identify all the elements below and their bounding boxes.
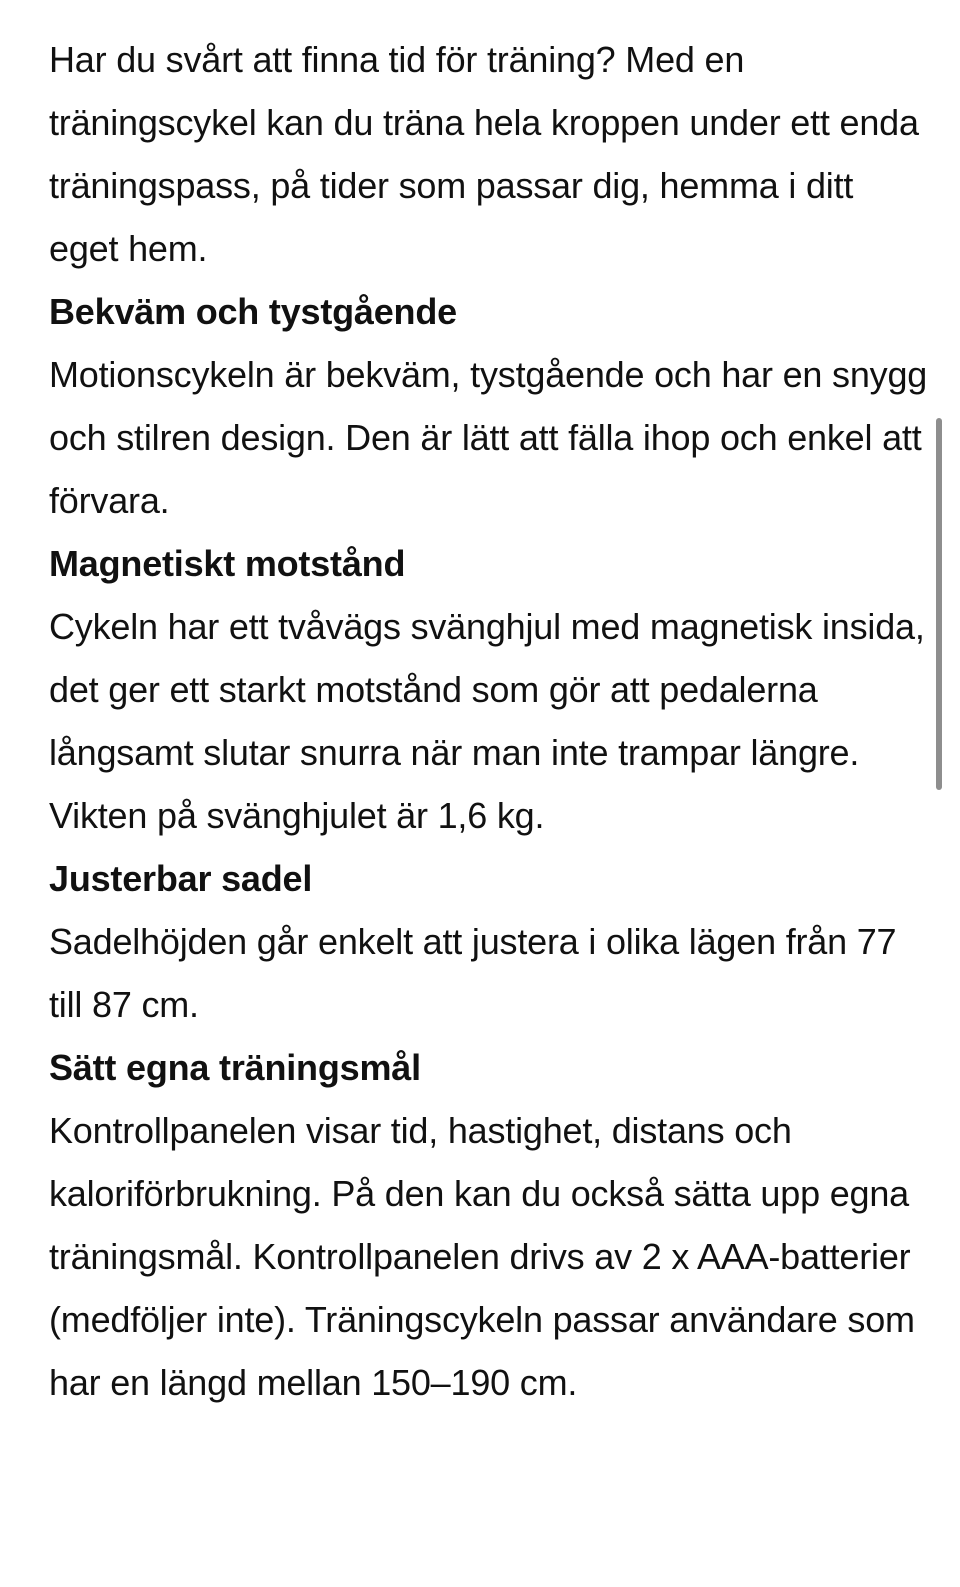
vertical-scrollbar[interactable] [936,418,942,790]
section-heading-resistance: Magnetiskt motstånd [49,543,406,584]
section-text-comfort: Motionscykeln är bekväm, tystgående och har en snygg och stilren design. Den är lätt att fälla ihop och enkel att förvara. [49,354,928,521]
section-heading-comfort: Bekväm och tystgående [49,291,457,332]
section-text-resistance: Cykeln har ett tvåvägs svänghjul med magnetisk insida, det ger ett starkt motstånd som gör att pedalerna långsamt slutar snurra när man inte trampar längre. Vikten på svänghjulet är 1,6 kg. [49,606,925,836]
section-text-saddle: Sadelhöjden går enkelt att justera i olika lägen från 77 till 87 cm. [49,921,897,1025]
product-description [49,28,929,1414]
intro-paragraph: Har du svårt att finna tid för träning? Med en träningscykel kan du träna hela kroppen under ett enda träningspass, på tider som passar dig, hemma i ditt eget hem. [49,39,919,269]
section-heading-saddle: Justerbar sadel [49,858,313,899]
section-text-goals: Kontrollpanelen visar tid, hastighet, distans och kaloriförbrukning. På den kan du också sätta upp egna träningsmål. Kontrollpanelen drivs av 2 x AAA-batterier (medföljer inte). Träningscykeln passar användare som har en längd mellan 150–190 cm. [49,1110,915,1403]
section-heading-goals: Sätt egna träningsmål [49,1047,421,1088]
